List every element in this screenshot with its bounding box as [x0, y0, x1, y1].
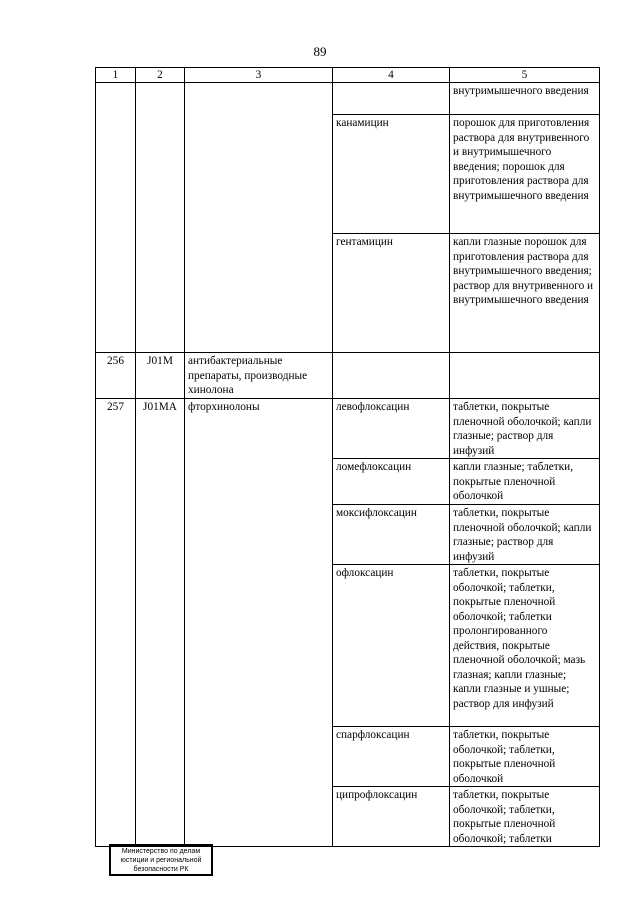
cell-form: таблетки, покрытые оболочкой; таблетки, покрытые пленочной оболочкой	[450, 727, 600, 787]
cell-form: внутримышечного введения	[450, 83, 600, 115]
cell-form: таблетки, покрытые пленочной оболочкой; капли глазные; раствор для инфузий	[450, 399, 600, 459]
cell-drug: левофлоксацин	[333, 399, 450, 459]
header-col-2: 2	[136, 68, 185, 83]
cell-group	[185, 83, 333, 353]
cell-form: таблетки, покрытые оболочкой; таблетки, покрытые пленочной оболочкой; таблетки пролонгированного действия, покрытые пленочной оболочкой; мазь глазная; капли глазные; капли глазные и ушные; раствор для инфузий	[450, 565, 600, 727]
cell-drug	[333, 353, 450, 399]
header-row	[96, 68, 600, 83]
cell-drug: ципрофлоксацин	[333, 787, 450, 847]
cell-drug: канамицин	[333, 115, 450, 234]
cell-form: порошок для приготовления раствора для внутривенного и внутримышечного введения; порошок для приготовления раствора для внутримышечного введения	[450, 115, 600, 234]
cell-code: J01M	[136, 353, 185, 399]
page-number: 89	[313, 44, 327, 59]
cell-drug: офлоксацин	[333, 565, 450, 727]
cell-group: фторхинолоны	[185, 399, 333, 847]
header-col-5: 5	[450, 68, 600, 83]
cell-form: таблетки, покрытые пленочной оболочкой; капли глазные; раствор для инфузий	[450, 505, 600, 565]
table-row	[96, 353, 600, 399]
cell-drug	[333, 83, 450, 115]
header-col-1: 1	[96, 68, 136, 83]
cell-num	[96, 83, 136, 353]
stamp-line-3: безопасности РК	[133, 866, 189, 873]
cell-drug: гентамицин	[333, 234, 450, 353]
stamp-line-1: Министерство по делам	[121, 848, 201, 855]
cell-form	[450, 353, 600, 399]
stamp-line-2: юстиции и региональной	[120, 857, 202, 864]
cell-form: капли глазные порошок для приготовления раствора для внутримышечного введения; раствор для внутривенного и внутримышечного введения	[450, 234, 600, 353]
drug-table	[95, 67, 600, 847]
cell-form: капли глазные; таблетки, покрытые пленочной оболочкой	[450, 459, 600, 505]
header-col-4: 4	[333, 68, 450, 83]
cell-form: таблетки, покрытые оболочкой; таблетки, покрытые пленочной оболочкой; таблетки	[450, 787, 600, 847]
cell-code	[136, 83, 185, 353]
cell-drug: моксифлоксацин	[333, 505, 450, 565]
cell-num: 256	[96, 353, 136, 399]
cell-drug: ломефлоксацин	[333, 459, 450, 505]
cell-drug: спарфлоксацин	[333, 727, 450, 787]
cell-group: антибактериальные препараты, производные хинолона	[185, 353, 333, 399]
ministry-stamp	[109, 844, 213, 876]
table-row	[96, 399, 600, 459]
cell-num: 257	[96, 399, 136, 847]
cell-code: J01MA	[136, 399, 185, 847]
header-col-3: 3	[185, 68, 333, 83]
table-row	[96, 83, 600, 115]
